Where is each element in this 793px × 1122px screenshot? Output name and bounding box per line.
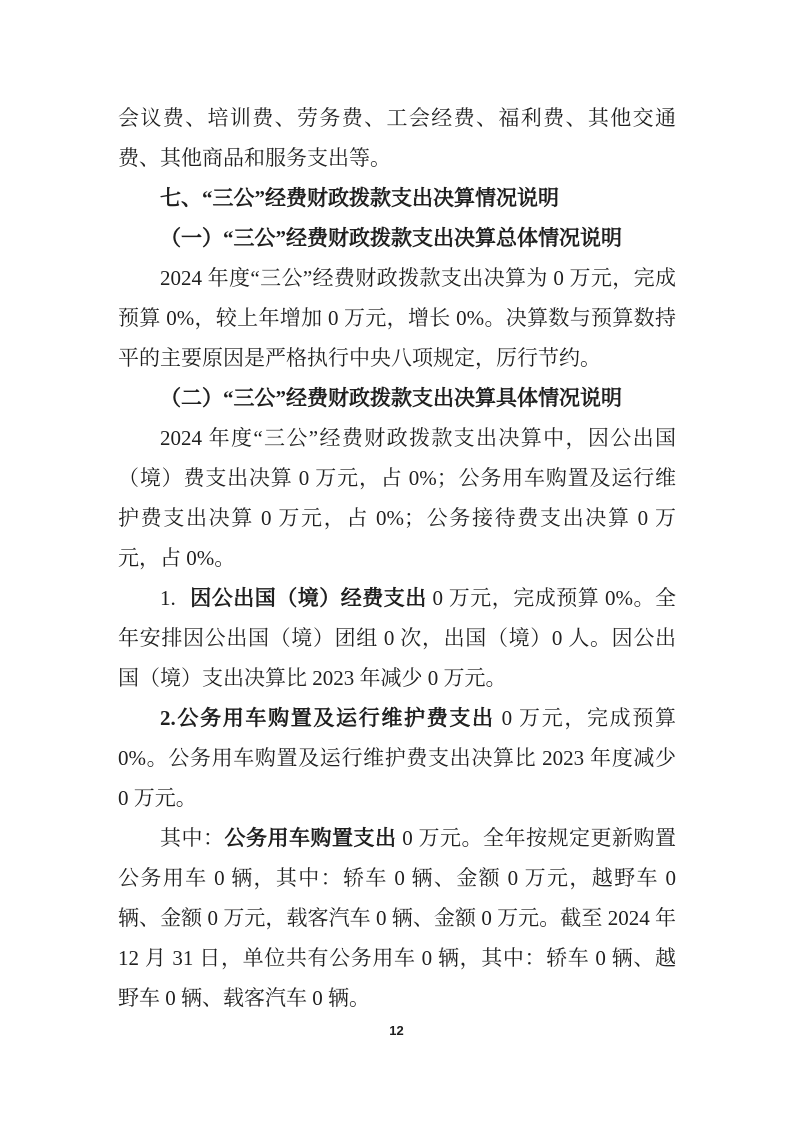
paragraph-overall-situation: 2024 年度“三公”经费财政拨款支出决算为 0 万元，完成预算 0%，较上年增加 0 万元，增长 0%。决算数与预算数持平的主要原因是严格执行中央八项规定，厉行节约。 [118, 266, 676, 370]
heading-section-seven: 七、“三公”经费财政拨款支出决算情况说明 [160, 186, 559, 210]
item-3-title: 公务用车购置支出 [224, 826, 397, 850]
document-body [118, 98, 676, 1018]
item-3-lead-text: 其中： [160, 826, 225, 850]
paragraph-item-3-vehicle-purchase [118, 818, 676, 1018]
page-number: 12 [389, 1023, 404, 1038]
heading-specific-situation: （二）“三公”经费财政拨款支出决算具体情况说明 [160, 386, 622, 410]
item-1-title: 因公出国（境）经费支出 [189, 586, 427, 610]
paragraph-item-1-abroad-expense [118, 578, 676, 698]
heading-overall-situation: （一）“三公”经费财政拨款支出决算总体情况说明 [160, 226, 622, 250]
item-2-title: 2.公务用车购置及运行维护费支出 [160, 706, 495, 730]
paragraph-expense-items-continuation: 会议费、培训费、劳务费、工会经费、福利费、其他交通费、其他商品和服务支出等。 [118, 106, 676, 170]
paragraph-specific-situation: 2024 年度“三公”经费财政拨款支出决算中，因公出国（境）费支出决算 0 万元，占 0%；公务用车购置及运行维护费支出决算 0 万元，占 0%；公务接待费支出决算 0 万元，占 0%。 [118, 426, 676, 570]
paragraph-item-2-vehicle-expense [118, 698, 676, 818]
item-1-body-text: 0 万元，完成预算 0%。全年安排因公出国（境）团组 0 次，出国（境）0 人。因公出国（境）支出决算比 2023 年减少 0 万元。 [118, 586, 676, 690]
item-3-body-text: 0 万元。全年按规定更新购置公务用车 0 辆，其中：轿车 0 辆、金额 0 万元，越野车 0 辆、金额 0 万元，载客汽车 0 辆、金额 0 万元。截至 2024 年 12 月 31 日，单位共有公务用车 0 辆，其中：轿车 0 辆、越野车 0 辆、载客汽车 0 辆。 [118, 826, 676, 1010]
item-1-number: 1. [160, 586, 176, 610]
item-2-body-text: 0 万元，完成预算 0%。公务用车购置及运行维护费支出决算比 2023 年度减少 0 万元。 [118, 706, 677, 810]
